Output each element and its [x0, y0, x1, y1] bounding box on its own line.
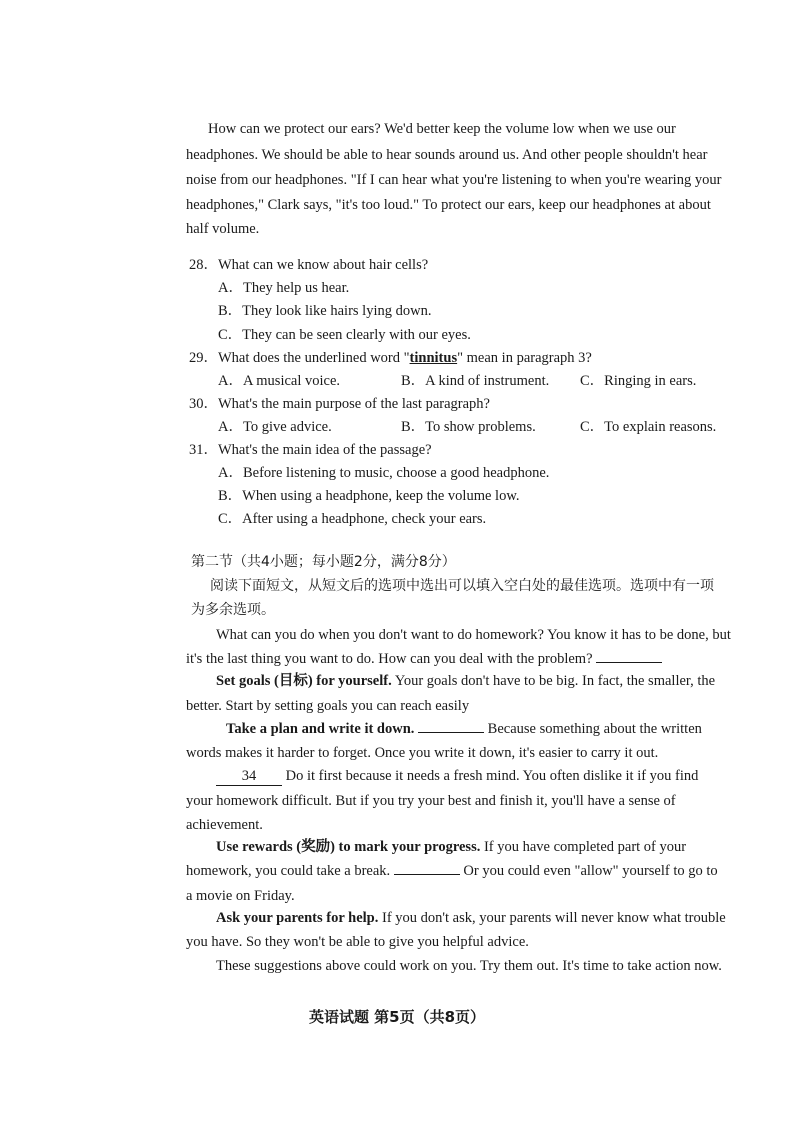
- instruction-line-1: 阅读下面短文，从短文后的选项中选出可以填入空白处的最佳选项。选项中有一项: [210, 578, 714, 594]
- p2-line-2: better. Start by setting goals you can reach easily: [186, 698, 470, 714]
- q30-option-c: C．To explain reasons.: [580, 419, 717, 435]
- p2-rest: Your goals don't have to be big. In fact, the smaller, the: [391, 673, 716, 689]
- p5-line-2b: Or you could even "allow" yourself to go to: [459, 863, 718, 879]
- passage-line-1: How can we protect our ears? We'd better keep the volume low when we use our: [208, 121, 676, 137]
- question-28: 28．What can we know about hair cells?: [189, 257, 429, 273]
- p6-line-1: [216, 909, 726, 927]
- p5-line-2: [186, 862, 718, 880]
- p6-bold: Ask your parents for help.: [216, 910, 379, 926]
- q31-option-b: B．When using a headphone, keep the volume low.: [218, 488, 520, 504]
- q30-option-b: B．To show problems.: [401, 419, 536, 435]
- q29-stem-after: " mean in paragraph 3?: [457, 350, 592, 366]
- section-heading: 第二节（共4小题；每小题2分，满分8分）: [191, 554, 456, 570]
- p4-rest: Do it first because it needs a fresh mind. You often dislike it if you find: [282, 768, 699, 784]
- blank-35: [394, 862, 460, 875]
- question-30: 30．What's the main purpose of the last paragraph?: [189, 396, 490, 412]
- p4-line-3: achievement.: [186, 817, 263, 833]
- q30-option-a: A．To give advice.: [218, 419, 332, 435]
- q31-option-a: A．Before listening to music, choose a good headphone.: [218, 465, 550, 481]
- question-29: [189, 349, 592, 367]
- page-footer: 英语试题 第5页（共8页）: [308, 1008, 486, 1026]
- p6-rest: If you don't ask, your parents will never know what trouble: [378, 910, 726, 926]
- q29-stem-before: 29．What does the underlined word ": [189, 350, 410, 366]
- p5-rest: If you have completed part of your: [480, 839, 687, 855]
- passage-line-5: half volume.: [186, 221, 260, 237]
- p3-line-2: words makes it harder to forget. Once you write it down, it's easier to carry it out.: [186, 745, 659, 761]
- p4-line-2: your homework difficult. But if you try your best and finish it, you'll have a sense of: [186, 793, 676, 809]
- p6-line-2: you have. So they won't be able to give you helpful advice.: [186, 934, 529, 950]
- p1-line-2-text: it's the last thing you want to do. How can you deal with the problem?: [186, 651, 593, 667]
- p1-line-1: What can you do when you don't want to do homework? You know it has to be done, but: [216, 627, 731, 643]
- passage-line-2: headphones. We should be able to hear sounds around us. And other people shouldn't hear: [186, 147, 708, 163]
- q31-option-c: C．After using a headphone, check your ears.: [218, 511, 487, 527]
- q28-option-c: C．They can be seen clearly with our eyes.: [218, 327, 471, 343]
- p2-bold: Set goals (目标) for yourself.: [216, 673, 392, 689]
- blank-33: [418, 720, 484, 733]
- blank-32: [596, 650, 662, 663]
- p4-line-1: [216, 767, 698, 786]
- p3-rest: Because something about the written: [484, 721, 702, 737]
- p5-line-3: a movie on Friday.: [186, 888, 295, 904]
- instruction-line-2: 为多余选项。: [191, 602, 275, 618]
- p5-line-1: [216, 838, 686, 856]
- p5-line-2a: homework, you could take a break.: [186, 863, 391, 879]
- q28-option-b: B．They look like hairs lying down.: [218, 303, 432, 319]
- question-31: 31．What's the main idea of the passage?: [189, 442, 432, 458]
- p3-line-1: [226, 720, 702, 738]
- blank-34: 34: [216, 767, 282, 786]
- q29-option-b: B．A kind of instrument.: [401, 373, 550, 389]
- passage-line-4: headphones," Clark says, "it's too loud." To protect our ears, keep our headphones at about: [186, 197, 711, 213]
- q29-option-c: C．Ringing in ears.: [580, 373, 697, 389]
- passage-line-3: noise from our headphones. "If I can hear what you're listening to when you're wearing your: [186, 172, 722, 188]
- q29-option-a: A．A musical voice.: [218, 373, 341, 389]
- q28-option-a: A．They help us hear.: [218, 280, 350, 296]
- p3-bold: Take a plan and write it down.: [226, 721, 415, 737]
- p5-bold: Use rewards (奖励) to mark your progress.: [216, 839, 481, 855]
- p2-line-1: [216, 672, 715, 690]
- underlined-word: tinnitus: [409, 350, 458, 366]
- p1-line-2: [186, 650, 662, 668]
- p7-line-1: These suggestions above could work on you. Try them out. It's time to take action now.: [216, 958, 722, 974]
